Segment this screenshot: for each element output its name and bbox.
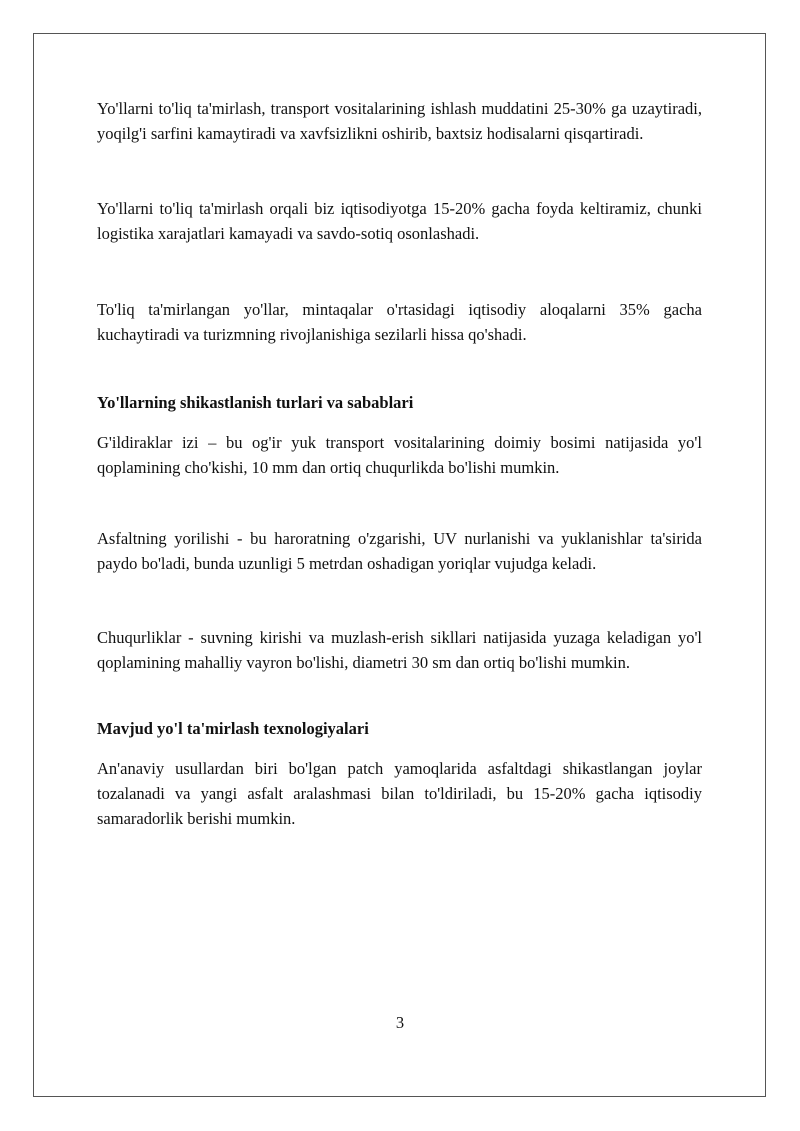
paragraph-patch-repair: An'anaviy usullardan biri bo'lgan patch yamoqlarida asfaltdagi shikastlangan joylar tozalanadi va yangi asfalt aralashmasi bilan to'ldiriladi, bu 15-20% gacha iqtisodiy samaradorlik berishi mumkin. — [97, 759, 702, 828]
section-heading-repair-technologies: Mavjud yo'l ta'mirlash texnologiyalari — [97, 719, 369, 738]
paragraph-potholes: Chuqurliklar - suvning kirishi va muzlash-erish sikllari natijasida yuzaga keladigan yo'l qoplamining mahalliy vayron bo'lishi, diametri 30 sm dan ortiq bo'lishi mumkin. — [97, 628, 702, 672]
page-number: 3 — [395, 1013, 405, 1032]
paragraph-ruts: G'ildiraklar izi – bu og'ir yuk transport vositalarining doimiy bosimi natijasida yo'l qoplamining cho'kishi, 10 mm dan ortiq chuqurlikda bo'lishi mumkin. — [97, 433, 702, 477]
section-heading-damage-types: Yo'llarning shikastlanish turlari va sabablari — [97, 393, 414, 412]
paragraph-2: Yo'llarni to'liq ta'mirlash orqali biz iqtisodiyotga 15-20% gacha foyda keltiramiz, chunki logistika xarajatlari kamayadi va savdo-sotiq osonlashadi. — [97, 199, 702, 243]
paragraph-1: Yo'llarni to'liq ta'mirlash, transport vositalarining ishlash muddatini 25-30% ga uzaytiradi, yoqilg'i sarfini kamaytiradi va xavfsizlikni oshirib, baxtsiz hodisalarni qisqartiradi. — [97, 99, 702, 143]
paragraph-cracking: Asfaltning yorilishi - bu haroratning o'zgarishi, UV nurlanishi va yuklanishlar ta'sirida paydo bo'ladi, bunda uzunligi 5 metrdan oshadigan yoriqlar vujudga keladi. — [97, 529, 702, 573]
paragraph-3: To'liq ta'mirlangan yo'llar, mintaqalar o'rtasidagi iqtisodiy aloqalarni 35% gacha kuchaytiradi va turizmning rivojlanishiga sezilarli hissa qo'shadi. — [97, 300, 702, 344]
page-content — [97, 96, 702, 831]
